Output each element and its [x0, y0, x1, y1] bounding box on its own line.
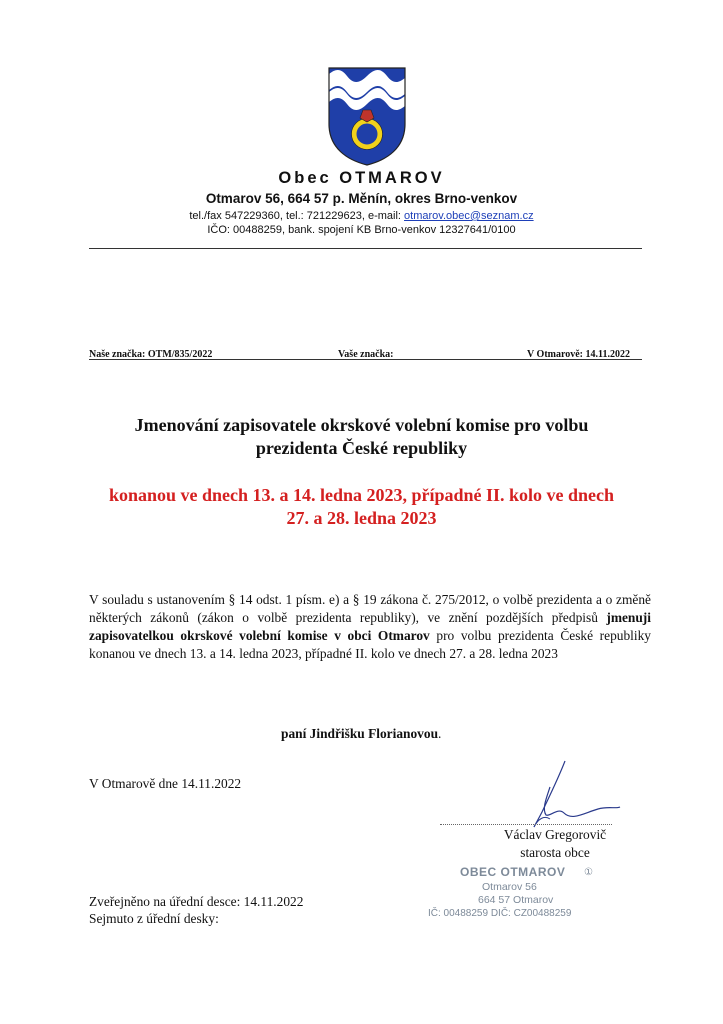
dates-line-1: konanou ve dnech 13. a 14. ledna 2023, případné II. kolo ve dnech: [108, 485, 615, 505]
signer: [470, 826, 640, 862]
title-line-2: prezidenta České republiky: [255, 438, 468, 458]
appointee-dot: .: [438, 726, 442, 741]
appointee: [281, 726, 441, 742]
paragraph-end: pro volbu prezidenta České republiky konanou ve dnech 13. a 14. ledna 2023, případné II. kolo ve dnech 27. a 28. ledna 2023: [89, 628, 652, 661]
contact-phones: tel./fax 547229360, tel.: 721229623, e-mail:: [189, 210, 405, 222]
our-reference: Naše značka: OTM/835/2022: [89, 349, 213, 360]
official-stamp: [420, 866, 620, 926]
posted-date: Zveřejněno na úřední desce: 14.11.2022: [89, 894, 304, 909]
removed-date: Sejmuto z úřední desky:: [89, 911, 219, 926]
signature-line: [440, 824, 612, 825]
paragraph-appointment: jmenuji zapisovatelkou okrskové volební komise v obci Otmarov: [89, 610, 651, 643]
header-divider: [89, 248, 642, 249]
coat-of-arms-icon: [327, 66, 407, 166]
ico-bank-line: IČO: 00488259, bank. spojení KB Brno-venkov 12327641/0100: [207, 224, 516, 236]
reference-underline: [89, 359, 642, 360]
municipality-address: Otmarov 56, 664 57 p. Měnín, okres Brno-venkov: [205, 191, 518, 206]
handwritten-signature: [450, 757, 625, 837]
title-line-1: Jmenování zapisovatele okrskové volební komise pro volbu: [134, 415, 589, 435]
stamp-mark: ①: [584, 867, 593, 878]
place-date: V Otmarově: 14.11.2022: [527, 349, 630, 360]
email-link[interactable]: otmarov.obec@seznam.cz: [404, 210, 534, 222]
stamp-city: 664 57 Otmarov: [478, 894, 554, 906]
document-title: [0, 414, 723, 460]
stamp-ids: IČ: 00488259 DIČ: CZ00488259: [428, 908, 572, 919]
contact-line: [0, 210, 723, 222]
stamp-address: Otmarov 56: [482, 881, 537, 893]
paragraph-intro: V souladu s ustanovením § 14 odst. 1 písm. e) a § 19 zákona č. 275/2012, o volbě prezidenta a o změně některých zákonů (zákon o volbě prezidenta republiky), ve znění pozdějších předpisů: [89, 592, 651, 625]
municipality-name: Obec OTMAROV: [278, 169, 445, 187]
dates-line-2: 27. a 28. ledna 2023: [286, 508, 437, 528]
signed-date: V Otmarově dne 14.11.2022: [89, 776, 242, 791]
signer-name: Václav Gregorovič: [503, 827, 607, 842]
appointment-paragraph: [89, 591, 651, 663]
publication-notes: [89, 893, 303, 927]
stamp-name: OBEC OTMAROV: [460, 865, 566, 879]
signer-role: starosta obce: [520, 845, 590, 860]
your-reference: Vaše značka:: [338, 349, 394, 360]
appointee-name: paní Jindřišku Florianovou: [281, 726, 439, 741]
election-dates: [0, 484, 723, 530]
